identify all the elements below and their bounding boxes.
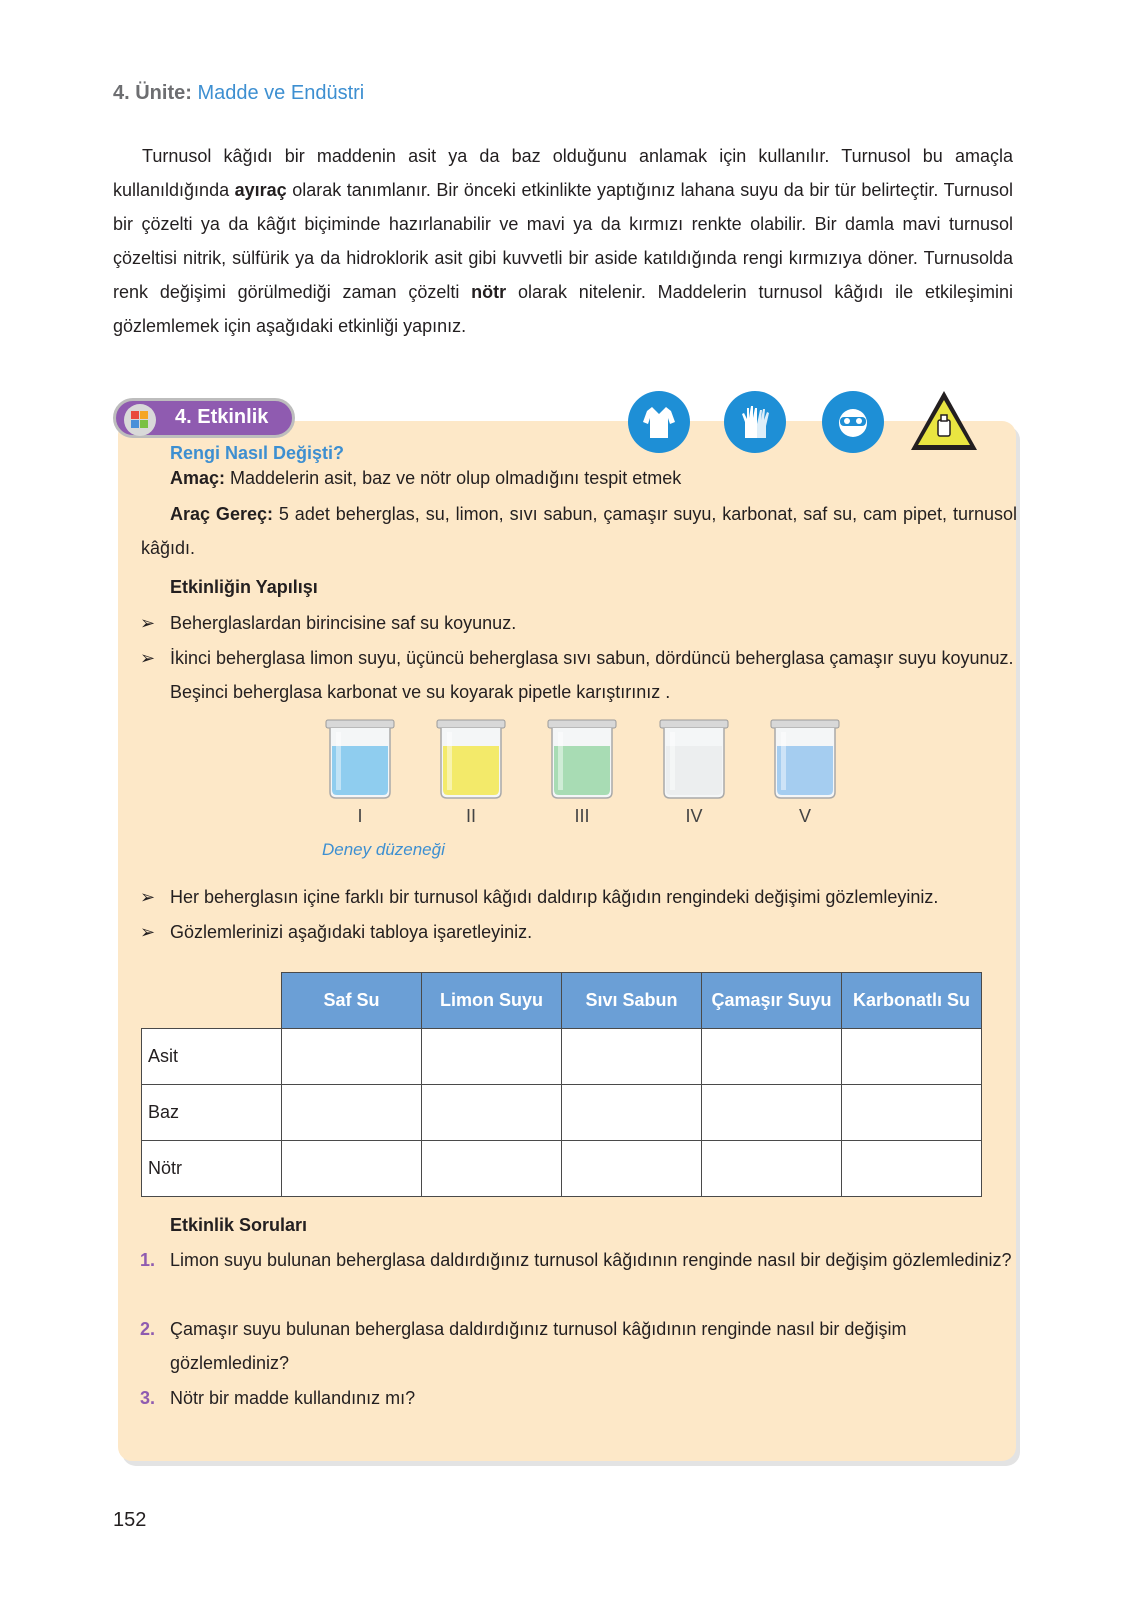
term-notr: nötr [471, 282, 507, 302]
column-header: Limon Suyu [422, 973, 562, 1029]
table-cell[interactable] [422, 1141, 562, 1197]
row-header: Nötr [142, 1141, 282, 1197]
table-cell[interactable] [842, 1141, 982, 1197]
table-cell[interactable] [422, 1029, 562, 1085]
table-cell[interactable] [282, 1085, 422, 1141]
column-header: Karbonatlı Su [842, 973, 982, 1029]
step-4: ➢ Gözlemlerinizi aşağıdaki tabloya işaretleyiniz. [140, 915, 1020, 949]
beaker-2 [435, 718, 507, 800]
table-header-row [142, 973, 982, 1029]
intro-paragraph [113, 139, 1013, 343]
materials-line [141, 497, 1017, 565]
table-cell[interactable] [702, 1141, 842, 1197]
question-1: 1. Limon suyu bulunan beherglasa daldırdığınız turnusol kâğıdının renginde nasıl bir değişim gözlemlediniz? [140, 1250, 1012, 1270]
beaker-4 [658, 718, 730, 800]
arrow-bullet-icon: ➢ [140, 922, 156, 942]
beaker-label: II [465, 806, 476, 826]
intro-text-3: olarak nitelenir. Maddelerin turnusol kâğıdı ile etkileşimini gözlemlemek için aşağıdaki etkinliği yapınız. [113, 282, 1013, 336]
question-3: 3. Nötr bir madde kullandınız mı? [140, 1388, 416, 1408]
table-cell[interactable] [422, 1085, 562, 1141]
term-ayirac: ayıraç [234, 180, 287, 200]
table-cell[interactable] [282, 1029, 422, 1085]
column-header: Saf Su [282, 973, 422, 1029]
beaker-label: IV [685, 806, 703, 826]
column-header: Çamaşır Suyu [702, 973, 842, 1029]
table-cell[interactable] [702, 1029, 842, 1085]
table-cell[interactable] [562, 1141, 702, 1197]
materials-text: 5 adet beherglas, su, limon, sıvı sabun, çamaşır suyu, karbonat, saf su, cam pipet, turnusol kâğıdı. [141, 504, 1017, 558]
activity-badge-title: 4. Etkinlik [175, 406, 269, 428]
observation-table [141, 972, 982, 1197]
intro-text-2: olarak tanımlanır. Bir önceki etkinlikte yaptığınız lahana suyu da bir tür belirteçtir. Turnusol bir çözelti ya da kâğıt biçiminde hazırlanabilir ve mavi ya da kırmızı renkte olabilir. Bir damla mavi turnusol çözeltisi nitrik, sülfürik ya da hidroklorik asit gibi kuvvetli bir aside katıldığında rengi kırmızıya döner. Turnusolda renk değişimi görülmediği zaman çözelti [113, 180, 1013, 302]
arrow-bullet-icon: ➢ [140, 613, 156, 633]
step-2: ➢ İkinci beherglasa limon suyu, üçüncü beherglasa sıvı sabun, dördüncü beherglasa çamaşır suyu koyunuz. Beşinci beherglasa karbonat ve su koyarak pipetle karıştırınız . [140, 641, 1020, 709]
table-row [142, 1029, 982, 1085]
unit-header [113, 82, 364, 105]
column-header: Sıvı Sabun [562, 973, 702, 1029]
beaker-label: III [574, 806, 590, 826]
unit-title: Madde ve Endüstri [197, 82, 365, 104]
questions-title: Etkinlik Soruları [170, 1215, 308, 1235]
activity-subtitle: Rengi Nasıl Değişti? [170, 443, 345, 463]
question-2: 2. Çamaşır suyu bulunan beherglasa daldırdığınız turnusol kâğıdının renginde nasıl bir değişim gözlemlediniz? [140, 1319, 907, 1373]
table-cell[interactable] [842, 1029, 982, 1085]
table-row [142, 1141, 982, 1197]
row-header: Baz [142, 1085, 282, 1141]
figure-caption: Deney düzeneği [322, 840, 445, 859]
step-1: ➢ Beherglaslardan birincisine saf su koyunuz. [140, 606, 1020, 640]
aim-line [170, 461, 681, 495]
materials-label: Araç Gereç: [170, 504, 273, 524]
table-cell[interactable] [282, 1141, 422, 1197]
table-corner [142, 973, 282, 1029]
table-cell[interactable] [702, 1085, 842, 1141]
unit-label: 4. Ünite: [113, 82, 192, 104]
arrow-bullet-icon: ➢ [140, 887, 156, 907]
arrow-bullet-icon: ➢ [140, 648, 156, 668]
table-cell[interactable] [842, 1085, 982, 1141]
table-cell[interactable] [562, 1085, 702, 1141]
procedure-title: Etkinliğin Yapılışı [170, 577, 318, 597]
table-cell[interactable] [562, 1029, 702, 1085]
aim-text: Maddelerin asit, baz ve nötr olup olmadığını tespit etmek [225, 468, 682, 488]
warning-icon [908, 388, 980, 459]
lab-coat-icon [628, 391, 690, 453]
beaker-1 [324, 718, 396, 800]
gloves-icon [724, 391, 786, 453]
aim-label: Amaç: [170, 468, 226, 488]
activity-icon [124, 404, 156, 436]
beaker-label: I [357, 806, 363, 826]
table-row [142, 1085, 982, 1141]
page-number: 152 [113, 1509, 147, 1531]
row-header: Asit [142, 1029, 282, 1085]
intro-text-1: Turnusol kâğıdı bir maddenin asit ya da baz olduğunu anlamak için kullanılır. Turnusol bu amaçla kullanıldığında [113, 146, 1013, 200]
beaker-label: V [798, 806, 811, 826]
beaker-5 [769, 718, 841, 800]
step-3: ➢ Her beherglasın içine farklı bir turnusol kâğıdı daldırıp kâğıdın rengindeki değişimi gözlemleyiniz. [140, 880, 1020, 914]
goggles-icon [822, 391, 884, 453]
beaker-3 [546, 718, 618, 800]
